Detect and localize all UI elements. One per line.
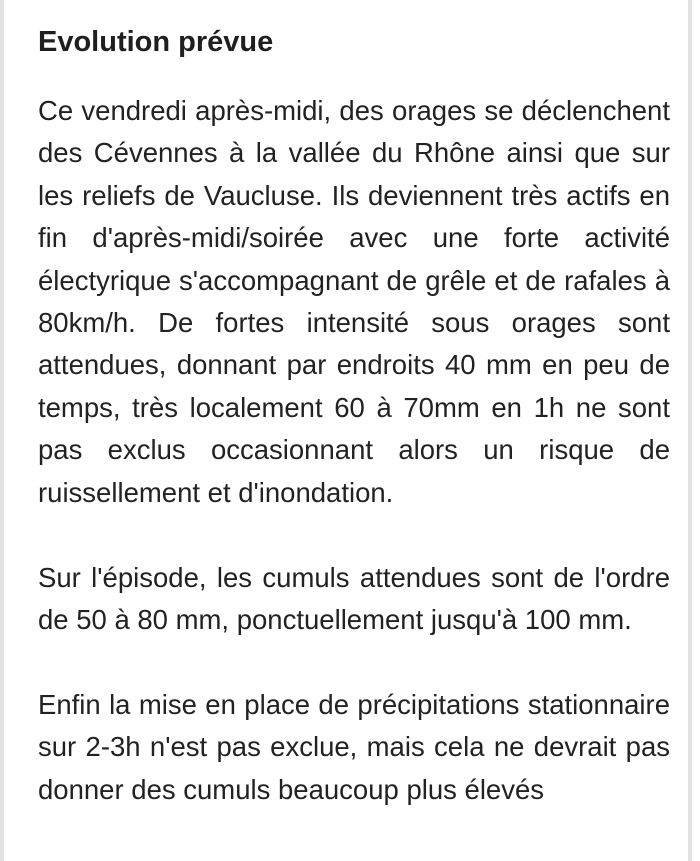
forecast-paragraph-stationary-rain: Enfin la mise en place de précipitations stationnaire sur 2-3h n'est pas exclue, mais cela ne devrait pas donner des cumuls beaucoup plus élevés [38,689,670,805]
forecast-paragraph-storms: Ce vendredi après-midi, des orages se déclenchent des Cévennes à la vallée du Rhône ainsi que sur les reliefs de Vaucluse. Ils deviennent très actifs en fin d'après-midi/soirée avec une forte activité électyrique s'accompagnant de grêle et de rafales à 80km/h. De fortes intensité sous orages sont attendues, donnant par endroits 40 mm en peu de temps, très localement 60 à 70mm en 1h ne sont pas exclus occasionnant alors un risque de ruissellement et d'inondation. [38,95,670,508]
forecast-paragraph-rain-totals: Sur l'épisode, les cumuls attendues sont de l'ordre de 50 à 80 mm, ponctuellement jusqu'à 100 mm. [38,562,670,636]
section-title: Evolution prévue [38,26,274,58]
